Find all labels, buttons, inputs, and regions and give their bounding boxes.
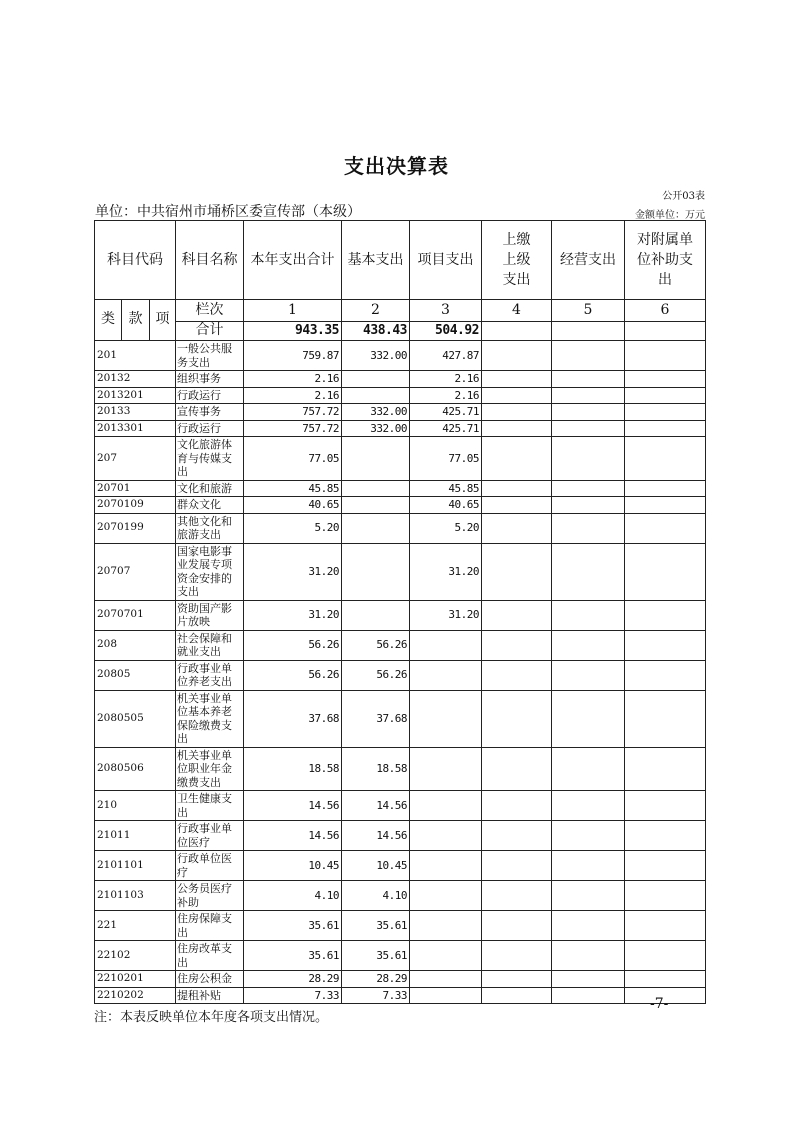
row-subsidy xyxy=(625,911,706,941)
row-total: 10.45 xyxy=(244,851,342,881)
row-upper xyxy=(482,404,552,421)
row-total: 2.16 xyxy=(244,387,342,404)
row-basic: 332.00 xyxy=(342,341,410,371)
row-business xyxy=(552,371,625,388)
row-business xyxy=(552,630,625,660)
table-row xyxy=(95,387,706,404)
row-total: 40.65 xyxy=(244,497,342,514)
row-subsidy xyxy=(625,387,706,404)
row-code: 2080506 xyxy=(95,747,176,791)
table-row xyxy=(95,497,706,514)
header-lanci: 栏次 xyxy=(176,300,244,322)
row-business xyxy=(552,600,625,630)
row-upper xyxy=(482,881,552,911)
row-project xyxy=(410,941,482,971)
header-business: 经营支出 xyxy=(552,221,625,300)
row-upper xyxy=(482,543,552,600)
row-name: 公务员医疗补助 xyxy=(176,881,244,911)
row-code: 208 xyxy=(95,630,176,660)
row-upper xyxy=(482,371,552,388)
row-total: 5.20 xyxy=(244,513,342,543)
header-basic: 基本支出 xyxy=(342,221,410,300)
total-c1: 943.35 xyxy=(244,322,342,341)
row-upper xyxy=(482,630,552,660)
row-upper xyxy=(482,941,552,971)
header-kuan: 款 xyxy=(122,300,150,341)
row-project: 425.71 xyxy=(410,404,482,421)
row-business xyxy=(552,404,625,421)
row-business xyxy=(552,480,625,497)
table-row xyxy=(95,480,706,497)
row-subsidy xyxy=(625,747,706,791)
table-row xyxy=(95,420,706,437)
row-basic xyxy=(342,387,410,404)
row-subsidy xyxy=(625,341,706,371)
unit-label: 单位：中共宿州市埇桥区委宣传部（本级） xyxy=(95,204,361,220)
row-total: 56.26 xyxy=(244,660,342,690)
row-code: 2210202 xyxy=(95,987,176,1004)
row-total: 45.85 xyxy=(244,480,342,497)
row-subsidy xyxy=(625,404,706,421)
row-name: 文化和旅游 xyxy=(176,480,244,497)
row-business xyxy=(552,747,625,791)
header-upper: 上缴上级支出 xyxy=(482,221,552,300)
row-code: 2070701 xyxy=(95,600,176,630)
table-note: 注：本表反映单位本年度各项支出情况。 xyxy=(94,1010,329,1025)
row-total: 7.33 xyxy=(244,987,342,1004)
row-basic: 332.00 xyxy=(342,420,410,437)
row-name: 社会保障和就业支出 xyxy=(176,630,244,660)
table-row xyxy=(95,404,706,421)
row-basic: 4.10 xyxy=(342,881,410,911)
row-project xyxy=(410,971,482,988)
header-total: 本年支出合计 xyxy=(244,221,342,300)
row-business xyxy=(552,851,625,881)
total-c5 xyxy=(552,322,625,341)
row-project xyxy=(410,630,482,660)
row-code: 21011 xyxy=(95,821,176,851)
row-name: 行政运行 xyxy=(176,387,244,404)
row-basic xyxy=(342,513,410,543)
col-num-3: 3 xyxy=(410,300,482,322)
row-subsidy xyxy=(625,600,706,630)
table-row xyxy=(95,987,706,1004)
row-subsidy xyxy=(625,821,706,851)
row-basic: 14.56 xyxy=(342,791,410,821)
table-row xyxy=(95,821,706,851)
col-num-1: 1 xyxy=(244,300,342,322)
table-row xyxy=(95,881,706,911)
row-name: 资助国产影片放映 xyxy=(176,600,244,630)
table-row xyxy=(95,747,706,791)
table-row xyxy=(95,630,706,660)
money-unit: 金额单位：万元 xyxy=(635,210,705,221)
row-basic: 332.00 xyxy=(342,404,410,421)
row-project xyxy=(410,881,482,911)
col-num-5: 5 xyxy=(552,300,625,322)
header-row xyxy=(95,221,706,300)
row-subsidy xyxy=(625,420,706,437)
row-total: 31.20 xyxy=(244,543,342,600)
row-basic: 10.45 xyxy=(342,851,410,881)
header-name: 科目名称 xyxy=(176,221,244,300)
row-project xyxy=(410,911,482,941)
row-code: 207 xyxy=(95,437,176,481)
row-project xyxy=(410,747,482,791)
row-total: 14.56 xyxy=(244,821,342,851)
row-name: 提租补贴 xyxy=(176,987,244,1004)
page-title: 支出决算表 xyxy=(344,154,449,178)
row-upper xyxy=(482,341,552,371)
row-basic xyxy=(342,600,410,630)
row-total: 4.10 xyxy=(244,881,342,911)
table-row xyxy=(95,690,706,747)
row-basic: 37.68 xyxy=(342,690,410,747)
row-code: 2101103 xyxy=(95,881,176,911)
row-upper xyxy=(482,513,552,543)
header-code: 科目代码 xyxy=(95,221,176,300)
row-code: 22102 xyxy=(95,941,176,971)
row-total: 35.61 xyxy=(244,941,342,971)
row-code: 210 xyxy=(95,791,176,821)
total-c3: 504.92 xyxy=(410,322,482,341)
row-name: 国家电影事业发展专项资金安排的支出 xyxy=(176,543,244,600)
row-basic xyxy=(342,437,410,481)
expenditure-table xyxy=(94,220,706,1004)
row-upper xyxy=(482,690,552,747)
row-business xyxy=(552,971,625,988)
row-project: 45.85 xyxy=(410,480,482,497)
table-row xyxy=(95,791,706,821)
total-c2: 438.43 xyxy=(342,322,410,341)
row-name: 行政运行 xyxy=(176,420,244,437)
header-project: 项目支出 xyxy=(410,221,482,300)
row-code: 20132 xyxy=(95,371,176,388)
row-subsidy xyxy=(625,371,706,388)
row-subsidy xyxy=(625,851,706,881)
row-upper xyxy=(482,747,552,791)
row-upper xyxy=(482,987,552,1004)
row-business xyxy=(552,341,625,371)
row-total: 757.72 xyxy=(244,420,342,437)
row-project: 31.20 xyxy=(410,543,482,600)
row-project xyxy=(410,987,482,1004)
row-total: 77.05 xyxy=(244,437,342,481)
row-code: 2070199 xyxy=(95,513,176,543)
row-project: 40.65 xyxy=(410,497,482,514)
row-project: 77.05 xyxy=(410,437,482,481)
row-name: 行政事业单位养老支出 xyxy=(176,660,244,690)
row-project: 427.87 xyxy=(410,341,482,371)
table-row xyxy=(95,371,706,388)
row-business xyxy=(552,387,625,404)
row-project xyxy=(410,660,482,690)
column-number-row xyxy=(95,300,706,322)
row-subsidy xyxy=(625,881,706,911)
row-code: 20707 xyxy=(95,543,176,600)
row-basic: 7.33 xyxy=(342,987,410,1004)
row-code: 221 xyxy=(95,911,176,941)
row-code: 2210201 xyxy=(95,971,176,988)
row-name: 组织事务 xyxy=(176,371,244,388)
row-name: 住房公积金 xyxy=(176,971,244,988)
total-label: 合计 xyxy=(176,322,244,341)
col-num-4: 4 xyxy=(482,300,552,322)
row-code: 2070109 xyxy=(95,497,176,514)
row-name: 机关事业单位职业年金缴费支出 xyxy=(176,747,244,791)
row-business xyxy=(552,420,625,437)
row-code: 2013201 xyxy=(95,387,176,404)
row-name: 宣传事务 xyxy=(176,404,244,421)
row-basic xyxy=(342,371,410,388)
row-project: 2.16 xyxy=(410,387,482,404)
row-code: 20701 xyxy=(95,480,176,497)
row-total: 18.58 xyxy=(244,747,342,791)
row-project: 425.71 xyxy=(410,420,482,437)
row-business xyxy=(552,513,625,543)
row-name: 群众文化 xyxy=(176,497,244,514)
row-subsidy xyxy=(625,941,706,971)
row-project xyxy=(410,690,482,747)
row-upper xyxy=(482,437,552,481)
row-basic xyxy=(342,480,410,497)
table-row xyxy=(95,660,706,690)
col-num-6: 6 xyxy=(625,300,706,322)
total-row xyxy=(95,322,706,341)
row-upper xyxy=(482,660,552,690)
row-subsidy xyxy=(625,437,706,481)
row-basic xyxy=(342,497,410,514)
table-row xyxy=(95,513,706,543)
row-name: 其他文化和旅游支出 xyxy=(176,513,244,543)
row-basic: 14.56 xyxy=(342,821,410,851)
row-upper xyxy=(482,851,552,881)
row-code: 2013301 xyxy=(95,420,176,437)
row-total: 35.61 xyxy=(244,911,342,941)
row-upper xyxy=(482,600,552,630)
table-row xyxy=(95,600,706,630)
row-total: 37.68 xyxy=(244,690,342,747)
total-c4 xyxy=(482,322,552,341)
row-basic: 35.61 xyxy=(342,911,410,941)
row-name: 文化旅游体育与传媒支出 xyxy=(176,437,244,481)
row-name: 住房改革支出 xyxy=(176,941,244,971)
row-business xyxy=(552,987,625,1004)
row-business xyxy=(552,791,625,821)
row-name: 一般公共服务支出 xyxy=(176,341,244,371)
table-row xyxy=(95,437,706,481)
row-code: 2080505 xyxy=(95,690,176,747)
header-xiang: 项 xyxy=(150,300,176,341)
row-basic: 18.58 xyxy=(342,747,410,791)
row-total: 14.56 xyxy=(244,791,342,821)
row-name: 卫生健康支出 xyxy=(176,791,244,821)
row-upper xyxy=(482,791,552,821)
row-upper xyxy=(482,420,552,437)
row-basic: 56.26 xyxy=(342,660,410,690)
table-row xyxy=(95,851,706,881)
table-row xyxy=(95,911,706,941)
row-total: 56.26 xyxy=(244,630,342,660)
row-basic: 28.29 xyxy=(342,971,410,988)
row-subsidy xyxy=(625,480,706,497)
row-upper xyxy=(482,497,552,514)
row-project: 31.20 xyxy=(410,600,482,630)
row-subsidy xyxy=(625,543,706,600)
row-upper xyxy=(482,971,552,988)
row-basic: 35.61 xyxy=(342,941,410,971)
row-project xyxy=(410,791,482,821)
row-name: 住房保障支出 xyxy=(176,911,244,941)
row-subsidy xyxy=(625,791,706,821)
row-code: 20133 xyxy=(95,404,176,421)
row-code: 2101101 xyxy=(95,851,176,881)
row-total: 2.16 xyxy=(244,371,342,388)
row-subsidy xyxy=(625,660,706,690)
page-number: -7- xyxy=(650,996,669,1012)
table-row xyxy=(95,543,706,600)
header-subsidy: 对附属单位补助支出 xyxy=(625,221,706,300)
row-project: 5.20 xyxy=(410,513,482,543)
row-upper xyxy=(482,480,552,497)
row-project xyxy=(410,821,482,851)
row-name: 行政单位医疗 xyxy=(176,851,244,881)
row-upper xyxy=(482,911,552,941)
row-total: 757.72 xyxy=(244,404,342,421)
row-business xyxy=(552,543,625,600)
row-business xyxy=(552,497,625,514)
row-business xyxy=(552,660,625,690)
row-subsidy xyxy=(625,513,706,543)
row-name: 机关事业单位基本养老保险缴费支出 xyxy=(176,690,244,747)
row-project: 2.16 xyxy=(410,371,482,388)
row-project xyxy=(410,851,482,881)
table-row xyxy=(95,341,706,371)
row-total: 28.29 xyxy=(244,971,342,988)
row-code: 20805 xyxy=(95,660,176,690)
row-basic: 56.26 xyxy=(342,630,410,660)
row-subsidy xyxy=(625,630,706,660)
total-c6 xyxy=(625,322,706,341)
row-business xyxy=(552,437,625,481)
row-total: 759.87 xyxy=(244,341,342,371)
row-business xyxy=(552,911,625,941)
row-name: 行政事业单位医疗 xyxy=(176,821,244,851)
col-num-2: 2 xyxy=(342,300,410,322)
row-basic xyxy=(342,543,410,600)
row-code: 201 xyxy=(95,341,176,371)
row-business xyxy=(552,821,625,851)
table-row xyxy=(95,971,706,988)
row-subsidy xyxy=(625,690,706,747)
row-subsidy xyxy=(625,971,706,988)
row-business xyxy=(552,941,625,971)
table-row xyxy=(95,941,706,971)
row-upper xyxy=(482,387,552,404)
row-total: 31.20 xyxy=(244,600,342,630)
row-business xyxy=(552,881,625,911)
row-business xyxy=(552,690,625,747)
row-subsidy xyxy=(625,497,706,514)
header-lei: 类 xyxy=(95,300,122,341)
row-upper xyxy=(482,821,552,851)
form-number: 公开03表 xyxy=(662,191,705,202)
